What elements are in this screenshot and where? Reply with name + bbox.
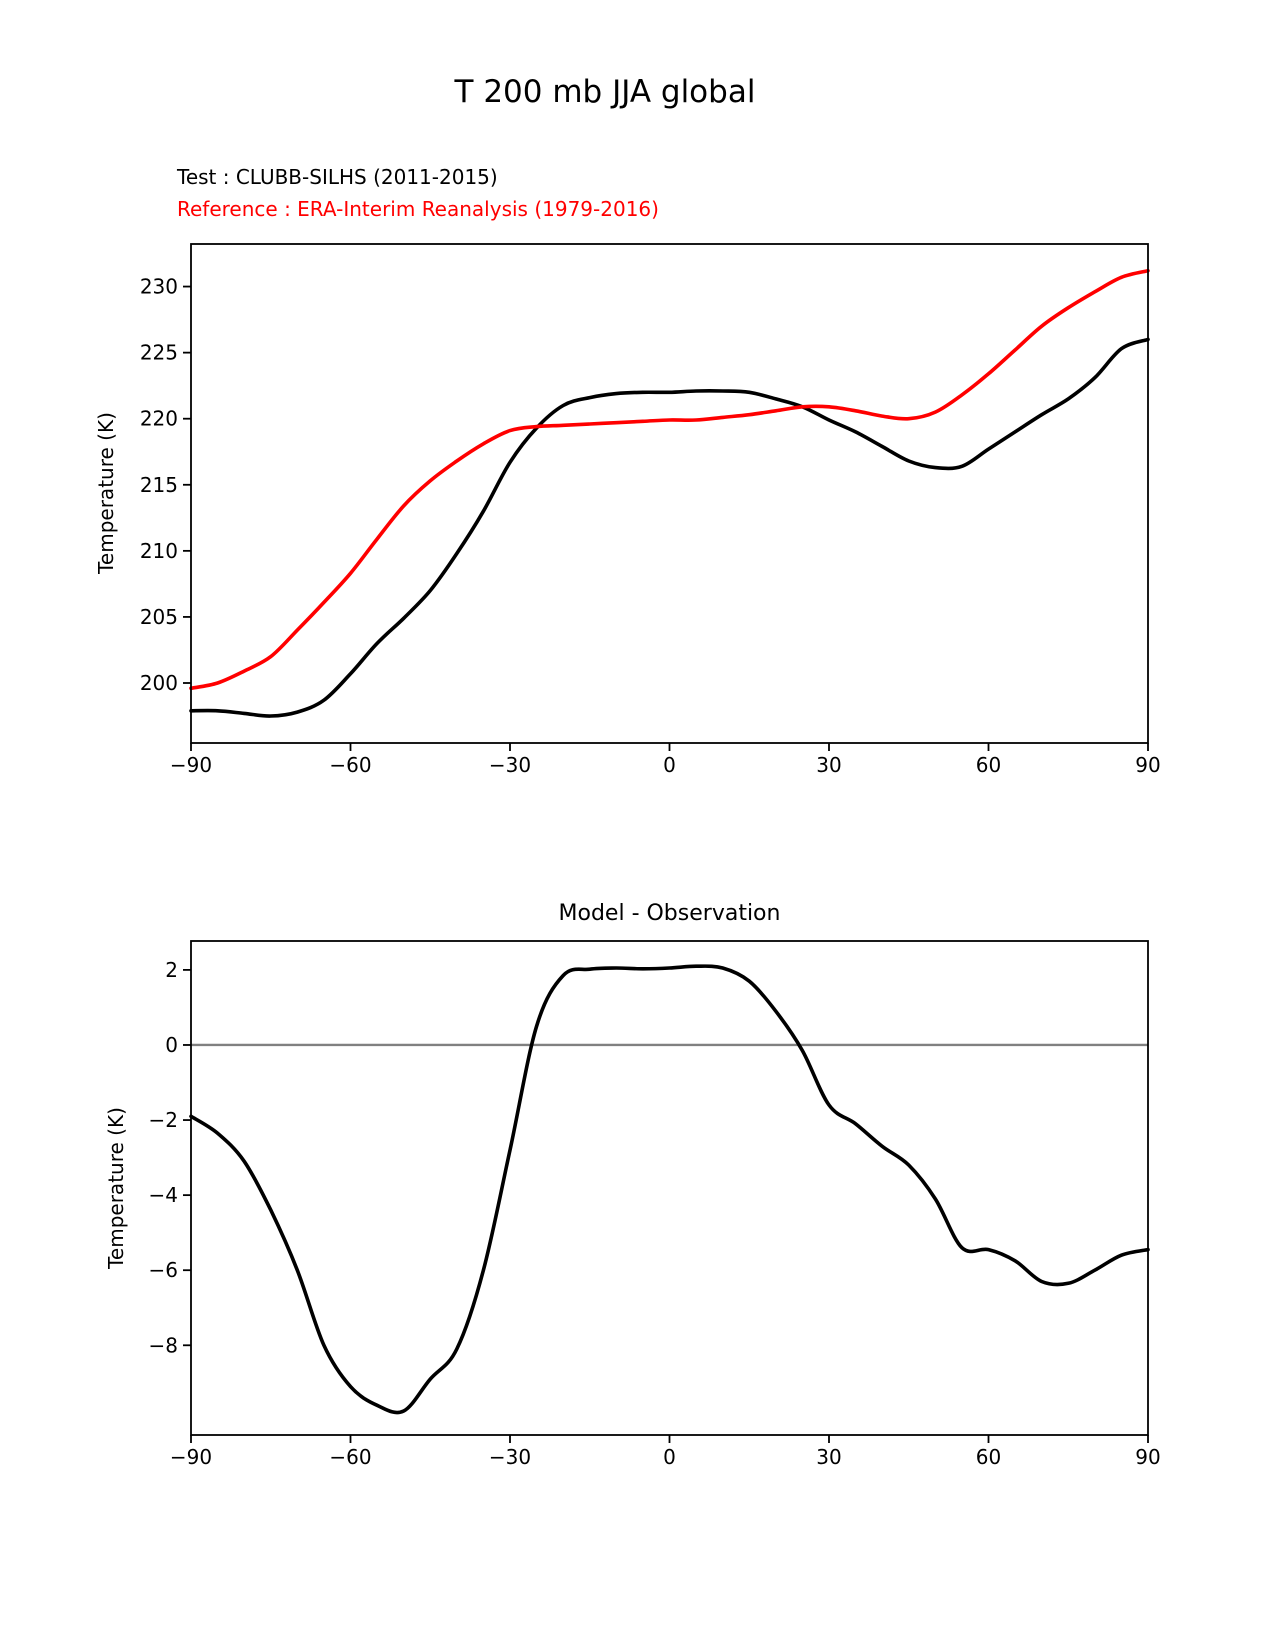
- x-tick-label: −60: [329, 1445, 372, 1470]
- series-era-interim-reanalysis-1979-2016: [191, 271, 1148, 689]
- y-tick-label: 200: [139, 671, 178, 696]
- x-tick-label: −90: [169, 753, 213, 778]
- subplot1-temperature: [140, 244, 1161, 777]
- plot-frame: [191, 941, 1148, 1435]
- subplot2-difference: [149, 941, 1161, 1469]
- subplot2-ylabel: Temperature (K): [104, 1107, 128, 1269]
- x-tick-label: −30: [488, 1445, 532, 1470]
- series-model-observation: [191, 966, 1148, 1412]
- y-tick-label: 0: [165, 1032, 178, 1057]
- legend-reference-label: Reference : ERA-Interim Reanalysis (1979-2016): [177, 197, 659, 221]
- x-tick-label: 90: [1135, 1445, 1161, 1470]
- legend-test-label: Test : CLUBB-SILHS (2011-2015): [177, 165, 498, 189]
- y-tick-label: 2: [165, 957, 178, 982]
- y-tick-label: 230: [139, 274, 178, 299]
- y-tick-label: 225: [139, 340, 178, 365]
- x-tick-label: 90: [1135, 753, 1161, 778]
- figure-title: T 200 mb JJA global: [454, 74, 756, 110]
- y-tick-label: −8: [148, 1333, 178, 1358]
- x-tick-label: 0: [663, 753, 676, 778]
- series-clubb-silhs-2011-2015: [191, 339, 1148, 716]
- x-tick-label: −60: [329, 753, 372, 778]
- x-tick-label: 30: [816, 1445, 842, 1470]
- y-tick-label: 205: [139, 604, 178, 629]
- x-tick-label: −30: [488, 753, 532, 778]
- y-tick-label: −6: [148, 1258, 178, 1283]
- plot-frame: [191, 244, 1148, 743]
- y-tick-label: 215: [139, 472, 178, 497]
- subplot1-ylabel: Temperature (K): [94, 412, 118, 574]
- x-tick-label: 60: [975, 1445, 1002, 1470]
- y-tick-label: −4: [148, 1183, 178, 1208]
- y-tick-label: 210: [139, 538, 178, 563]
- y-tick-label: −2: [148, 1108, 178, 1133]
- y-tick-label: 220: [139, 406, 178, 431]
- x-tick-label: −90: [169, 1445, 213, 1470]
- x-tick-label: 60: [975, 753, 1002, 778]
- x-tick-label: 0: [663, 1445, 676, 1470]
- x-tick-label: 30: [816, 753, 842, 778]
- subplot2-title: Model - Observation: [558, 901, 781, 926]
